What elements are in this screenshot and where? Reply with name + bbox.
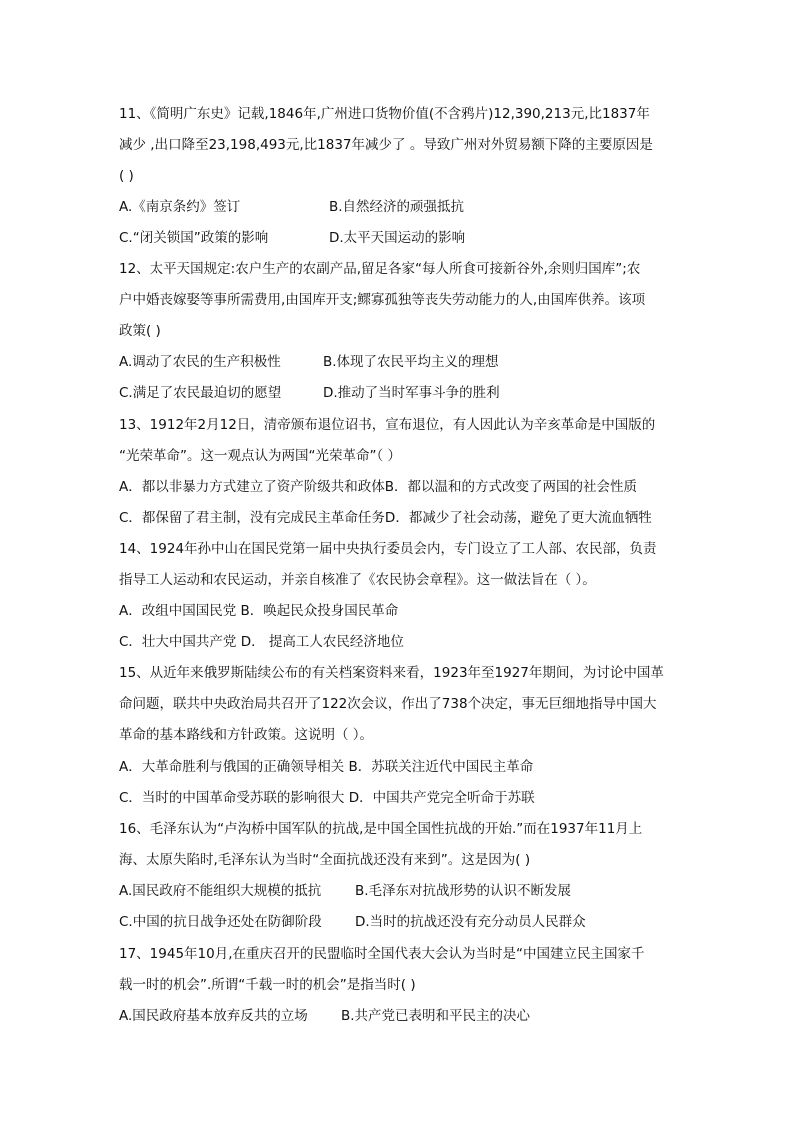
q12-stem-line-3: 政策( ) (119, 323, 161, 339)
q17-option-b: B.共产党已表明和平民主的决心 (341, 1008, 531, 1024)
q12-option-d: D.推动了当时军事斗争的胜利 (323, 385, 500, 401)
q11-stem-line-3: ( ) (119, 168, 134, 184)
q16-stem-line-2: 海、太原失陷时,毛泽东认为当时“全面抗战还没有来到”。这是因为( ) (119, 852, 531, 868)
q12-option-a: A.调动了农民的生产积极性 (119, 354, 281, 370)
q16-stem-line-1: 16、毛泽东认为“卢沟桥中国军队的抗战,是中国全国性抗战的开始.”而在1937年11月上 (119, 821, 643, 837)
q11-option-row-1 (119, 198, 465, 216)
q17-option-a: A.国民政府基本放弃反共的立场 (119, 1008, 308, 1024)
q16-option-d: D.当时的抗战还没有充分动员人民群众 (355, 914, 586, 930)
q11-option-row-2 (119, 229, 466, 247)
q16-option-row-1 (119, 882, 572, 900)
q13-option-row-2: C．都保留了君主制，没有完成民主革命任务D．都减少了社会动荡，避免了更大流血牺牲 (119, 510, 652, 526)
q11-option-d: D.太平天国运动的影响 (329, 230, 466, 246)
q17-stem-line-2: 载一时的机会”.所谓“千载一时的机会”是指当时( ) (119, 977, 416, 993)
q15-option-row-2: C．当时的中国革命受苏联的影响很大 D．中国共产党完全听命于苏联 (119, 790, 535, 806)
q11-option-a: A.《南京条约》签订 (119, 199, 241, 215)
q13-stem-line-1: 13、1912年2月12日，清帝颁布退位诏书，宣布退位，有人因此认为辛亥革命是中国版的 (119, 417, 656, 433)
q11-stem-line-1: 11、《简明广东史》记载,1846年,广州进口货物价值(不含鸦片)12,390,213元,比1837年 (119, 106, 650, 122)
q17-stem-line-1: 17、1945年10月,在重庆召开的民盟临时全国代表大会认为当时是“中国建立民主国家千 (119, 946, 645, 962)
q11-option-c: C.“闭关锁国”政策的影响 (119, 230, 269, 246)
q12-option-c: C.满足了农民最迫切的愿望 (119, 385, 282, 401)
q14-option-row-2: C．壮大中国共产党 D． 提高工人农民经济地位 (119, 634, 404, 650)
q14-option-row-1: A．改组中国国民党 B．唤起民众投身国民革命 (119, 603, 399, 619)
q12-stem-line-1: 12、太平天国规定:农户生产的农副产品,留足各家“每人所食可接新谷外,余则归国库”;农 (119, 261, 641, 277)
q15-stem-line-2: 命问题，联共中央政治局共召开了122次会议，作出了738个决定，事无巨细地指导中国大 (119, 696, 657, 712)
q12-option-row-1 (119, 353, 499, 371)
q14-stem-line-1: 14、1924年孙中山在国民党第一届中央执行委员会内，专门设立了工人部、农民部，负责 (119, 541, 657, 557)
q12-option-b: B.体现了农民平均主义的理想 (323, 354, 499, 370)
q16-option-b: B.毛泽东对抗战形势的认识不断发展 (355, 883, 572, 899)
q17-option-row-1 (119, 1007, 531, 1025)
q13-option-row-1: A．都以非暴力方式建立了资产阶级共和政体B．都以温和的方式改变了两国的社会性质 (119, 479, 637, 495)
q16-option-a: A.国民政府不能组织大规模的抵抗 (119, 883, 322, 899)
q16-option-c: C.中国的抗日战争还处在防御阶段 (119, 914, 322, 930)
q11-option-b: B.自然经济的顽强抵抗 (329, 199, 465, 215)
q16-option-row-2 (119, 913, 586, 931)
q15-stem-line-3: 革命的基本路线和方针政策。这说明（ ）。 (119, 727, 374, 743)
q12-stem-line-2: 户中婚丧嫁娶等事所需费用,由国库开支;鳏寡孤独等丧失劳动能力的人,由国库供养。该项 (119, 292, 646, 308)
q11-stem-line-2: 减少 ,出口降至23,198,493元,比1837年减少了 。导致广州对外贸易额下降的主要原因是 (119, 137, 653, 153)
q14-stem-line-2: 指导工人运动和农民运动，并亲自核准了《农民协会章程》。这一做法旨在（ ）。 (119, 572, 596, 588)
q12-option-row-2 (119, 384, 500, 402)
q15-option-row-1: A．大革命胜利与俄国的正确领导相关 B．苏联关注近代中国民主革命 (119, 759, 534, 775)
q13-stem-line-2: “光荣革命”。这一观点认为两国“光荣革命”（ ） (119, 448, 402, 464)
q15-stem-line-1: 15、从近年来俄罗斯陆续公布的有关档案资料来看，1923年至1927年期间，为讨论中国革 (119, 665, 664, 681)
